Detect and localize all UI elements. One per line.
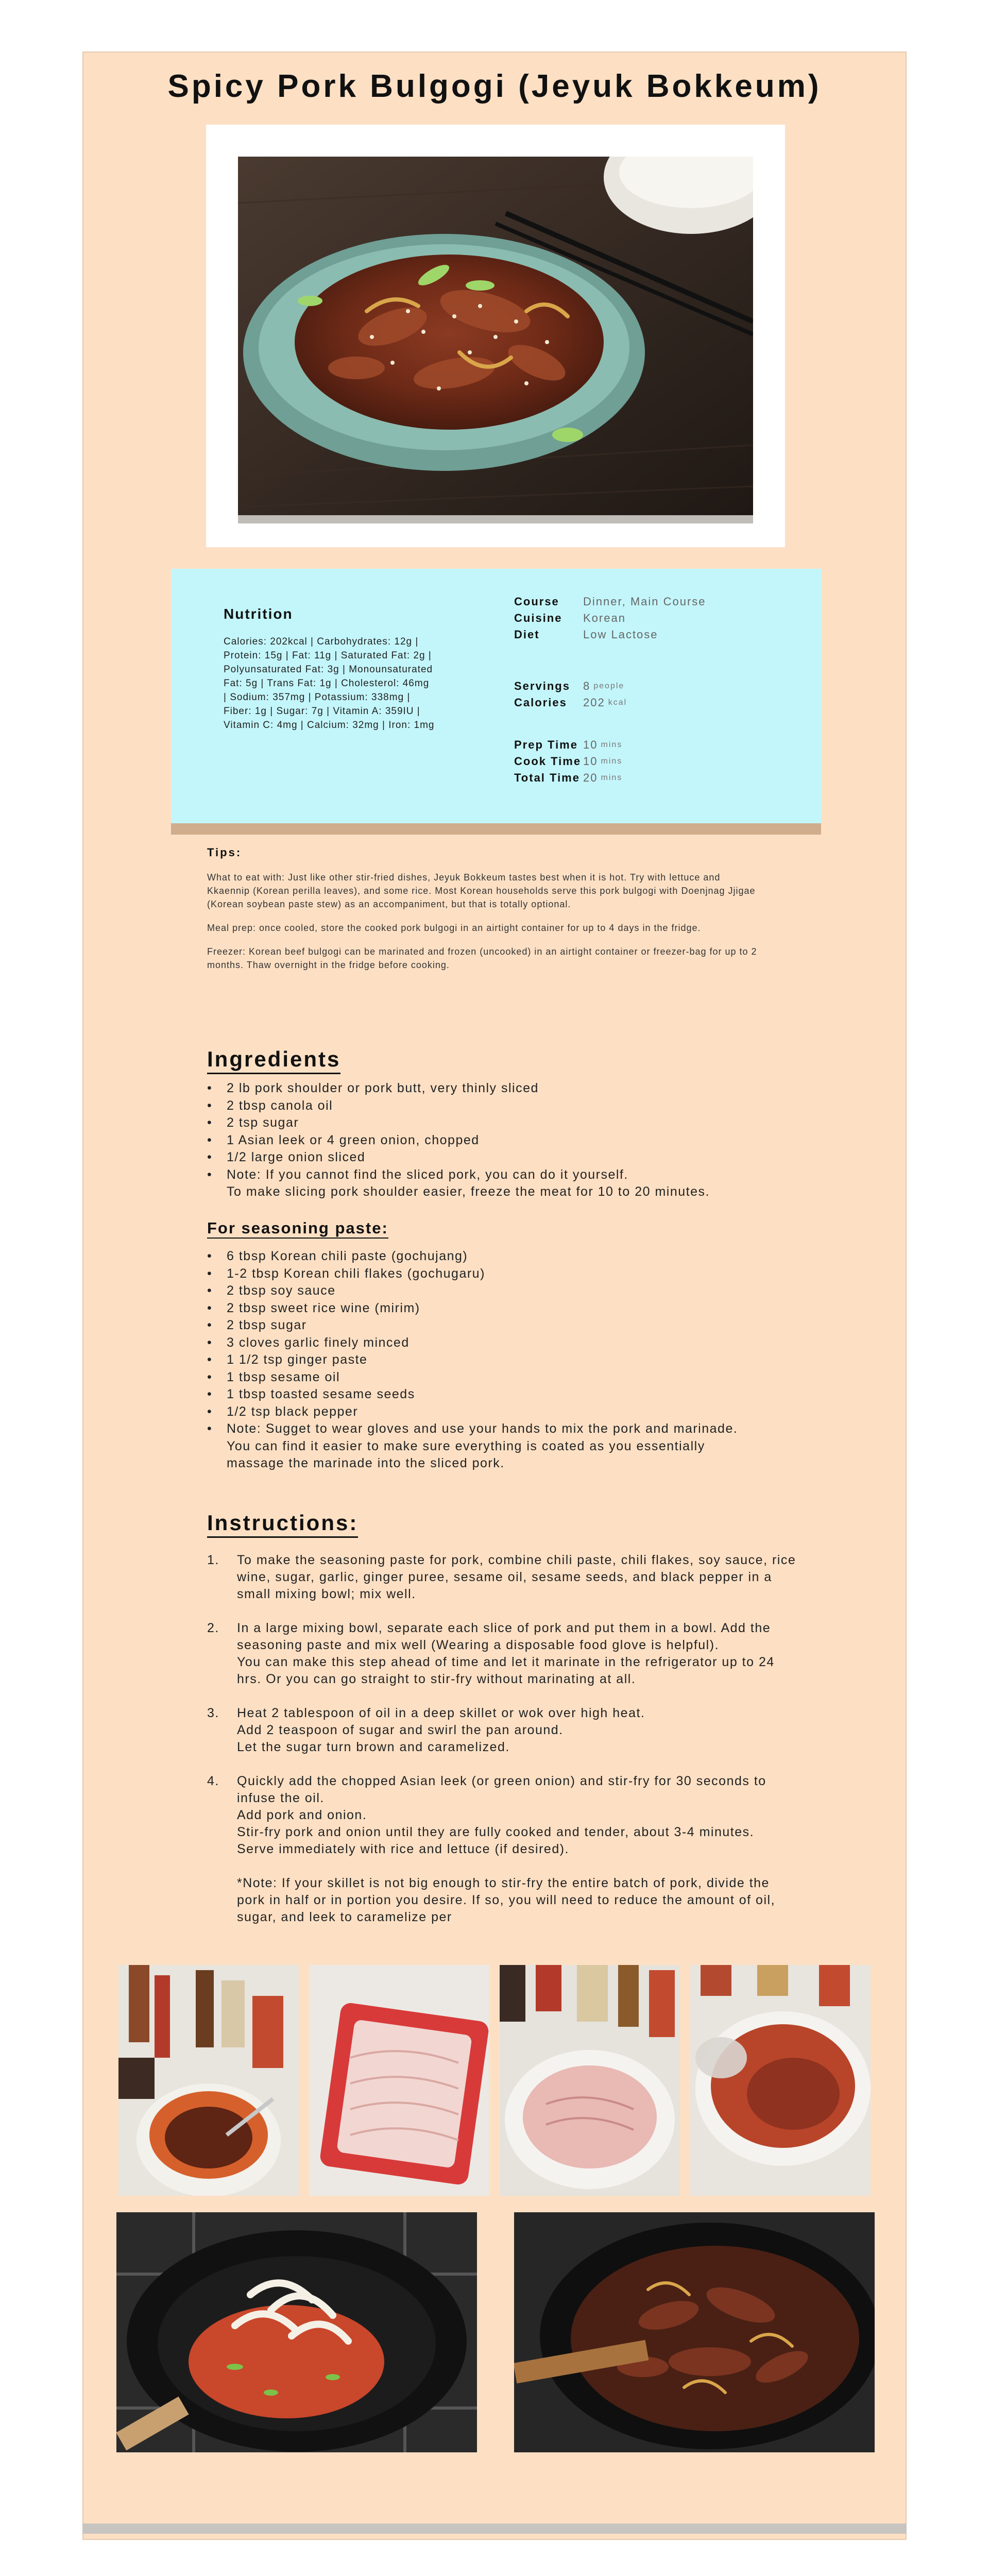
cuisine-label: Cuisine <box>514 612 562 624</box>
step-photo-wok-onions <box>116 2212 477 2452</box>
instruction-step <box>207 1773 799 1926</box>
seasoning-heading: For seasoning paste: <box>207 1219 388 1239</box>
cuisine-value: Korean <box>583 612 626 624</box>
servings-unit: people <box>593 682 625 690</box>
nutrition-heading: Nutrition <box>224 606 293 622</box>
step-text: Add 2 teaspoon of sugar and swirl the pan around. <box>237 1723 564 1737</box>
ingredients-heading: Ingredients <box>207 1047 340 1074</box>
step-text: Heat 2 tablespoon of oil in a deep skillet or wok over high heat. <box>237 1706 645 1720</box>
seasoning-item: • 1-2 tbsp Korean chili flakes (gochugaru) <box>207 1265 763 1283</box>
seasoning-item: • 1 tbsp toasted sesame seeds <box>207 1386 763 1403</box>
page-bottom-shadow <box>82 2523 907 2534</box>
seasoning-item: • 2 tbsp sweet rice wine (mirim) <box>207 1300 763 1317</box>
total-time-unit: mins <box>601 773 623 782</box>
calories-unit: kcal <box>608 698 627 707</box>
instruction-step <box>207 1705 799 1756</box>
nutrition-card <box>171 569 821 823</box>
wok-onions-illustration <box>116 2212 477 2452</box>
seasoning-item: • 1 1/2 tsp ginger paste <box>207 1351 763 1369</box>
hero-image <box>238 157 753 515</box>
cooked-pork-illustration <box>514 2212 875 2452</box>
step-number: 4. <box>207 1774 219 1788</box>
servings-value: 8 <box>583 680 591 692</box>
step-text: You can make this step ahead of time and let it marinate in the refrigerator up to 24 hrs. Or you can go straight to stir-fry without marinating at all. <box>237 1655 775 1686</box>
pork-bowl-illustration <box>500 1965 680 2196</box>
ingredients-list <box>207 1080 825 1201</box>
hero-image-frame <box>206 125 785 547</box>
prep-time-value: 10 <box>583 738 598 751</box>
servings-label: Servings <box>514 680 570 692</box>
ingredient-note-line1: Note: If you cannot find the sliced pork, you can do it yourself. <box>227 1167 628 1182</box>
seasoning-paste-illustration <box>118 1965 299 2196</box>
instructions-list <box>207 1552 799 1943</box>
step-number: 2. <box>207 1621 219 1635</box>
seasoning-item: • 3 cloves garlic finely minced <box>207 1334 763 1352</box>
total-time-label: Total Time <box>514 771 580 784</box>
step-note: *Note: If your skillet is not big enough to stir-fry the entire batch of pork, divide the pork in half or in portion you desire. If so, you will need to reduce the amount of oil, sugar, and leek to caramelize per <box>237 1876 776 1924</box>
step-text: Stir-fry pork and onion until they are fully cooked and tender, about 3-4 minutes. <box>237 1825 755 1839</box>
nutrition-card-shadow <box>171 823 821 835</box>
meta-group-time <box>514 737 622 786</box>
ingredient-item: • 2 tbsp canola oil <box>207 1097 825 1115</box>
step-photo-seasoning-paste <box>118 1965 299 2196</box>
seasoning-list <box>207 1248 763 1472</box>
tips-section <box>207 846 763 982</box>
seasoning-note: • Note: Sugget to wear gloves and use your hands to mix the pork and marinade. You can find it easier to make sure everything is coated as you essentially massage the marinade into the sliced pork. <box>207 1420 763 1472</box>
nutrition-facts: Calories: 202kcal | Carbohydrates: 12g | Protein: 15g | Fat: 11g | Saturated Fat: 2g | Polyunsaturated Fat: 3g | Monounsaturated Fat: 5g | Trans Fat: 1g | Cholesterol: 46mg | Sodium: 357mg | Potassium: 338mg | Fiber: 1g | Sugar: 7g | Vitamin A: 359IU | Vitamin C: 4mg | Calcium: 32mg | Iron: 1mg <box>224 636 435 731</box>
step-photo-cooked-pork <box>514 2212 875 2452</box>
step-number: 1. <box>207 1553 219 1567</box>
ingredient-note <box>207 1166 825 1201</box>
prep-time-unit: mins <box>601 740 623 749</box>
tip-item: What to eat with: Just like other stir-fried dishes, Jeyuk Bokkeum tastes best when it is hot. Try with lettuce and Kkaennip (Korean perilla leaves), and some rice. Most Korean households serve this pork bulgogi with Doenjnag Jjigae (Korean soybean paste stew) as an accompaniment, but that is totally optional. <box>207 872 756 909</box>
calories-label: Calories <box>514 696 567 709</box>
step-text: In a large mixing bowl, separate each slice of pork and put them in a bowl. Add the seasoning paste and mix well (Wearing a disposable food glove is helpful). <box>237 1621 771 1652</box>
prep-time-label: Prep Time <box>514 738 578 751</box>
ingredient-item: • 1 Asian leek or 4 green onion, chopped <box>207 1132 825 1149</box>
ingredient-item: • 2 tsp sugar <box>207 1114 825 1132</box>
cook-time-unit: mins <box>601 757 623 766</box>
instruction-step <box>207 1620 799 1688</box>
step-text: Let the sugar turn brown and caramelized. <box>237 1740 510 1754</box>
marinated-pork-illustration <box>690 1965 871 2196</box>
tips-heading: Tips: <box>207 846 242 859</box>
ingredient-note-line2: To make slicing pork shoulder easier, freeze the meat for 10 to 20 minutes. <box>227 1184 710 1199</box>
hero-image-shadow <box>238 515 753 523</box>
diet-label: Diet <box>514 628 540 641</box>
hero-food-illustration <box>238 157 753 515</box>
ingredient-item: • 1/2 large onion sliced <box>207 1149 825 1166</box>
course-label: Course <box>514 595 559 608</box>
course-value: Dinner, Main Course <box>583 595 706 608</box>
instruction-step <box>207 1552 799 1603</box>
seasoning-item: • 2 tbsp soy sauce <box>207 1282 763 1300</box>
step-text: Quickly add the chopped Asian leek (or green onion) and stir-fry for 30 seconds to infuse the oil. <box>237 1774 766 1805</box>
step-number: 3. <box>207 1706 219 1720</box>
step-text: Add pork and onion. <box>237 1808 367 1822</box>
seasoning-item: • 6 tbsp Korean chili paste (gochujang) <box>207 1248 763 1265</box>
calories-value: 202 <box>583 696 605 709</box>
meta-group-servings <box>514 678 627 711</box>
step-photo-pork-in-bowl <box>500 1965 680 2196</box>
recipe-page <box>82 52 907 2540</box>
cook-time-label: Cook Time <box>514 755 582 768</box>
seasoning-item: • 1/2 tsp black pepper <box>207 1403 763 1421</box>
step-text: To make the seasoning paste for pork, combine chili paste, chili flakes, soy sauce, rice wine, sugar, garlic, ginger puree, sesame oil, sesame seeds, and black pepper in a small mixing bowl; mix well. <box>237 1553 796 1601</box>
total-time-value: 20 <box>583 771 598 784</box>
seasoning-item: • 1 tbsp sesame oil <box>207 1369 763 1386</box>
step-photo-marinated-pork <box>690 1965 871 2196</box>
meta-group-course <box>514 594 706 643</box>
cook-time-value: 10 <box>583 755 598 768</box>
tip-item: Meal prep: once cooled, store the cooked pork bulgogi in an airtight container for up to 4 days in the fridge. <box>207 923 701 933</box>
step-photo-sliced-pork <box>309 1965 489 2196</box>
instructions-heading: Instructions: <box>207 1511 358 1538</box>
tip-item: Freezer: Korean beef bulgogi can be marinated and frozen (uncooked) in an airtight container or freezer-bag for up to 2 months. Thaw overnight in the fridge before cooking. <box>207 946 757 970</box>
page-title: Spicy Pork Bulgogi (Jeyuk Bokkeum) <box>167 69 822 104</box>
diet-value: Low Lactose <box>583 628 658 641</box>
seasoning-item: • 2 tbsp sugar <box>207 1317 763 1334</box>
sliced-pork-illustration <box>309 1965 489 2196</box>
ingredient-item: • 2 lb pork shoulder or pork butt, very thinly sliced <box>207 1080 825 1097</box>
step-text: Serve immediately with rice and lettuce (if desired). <box>237 1842 570 1856</box>
